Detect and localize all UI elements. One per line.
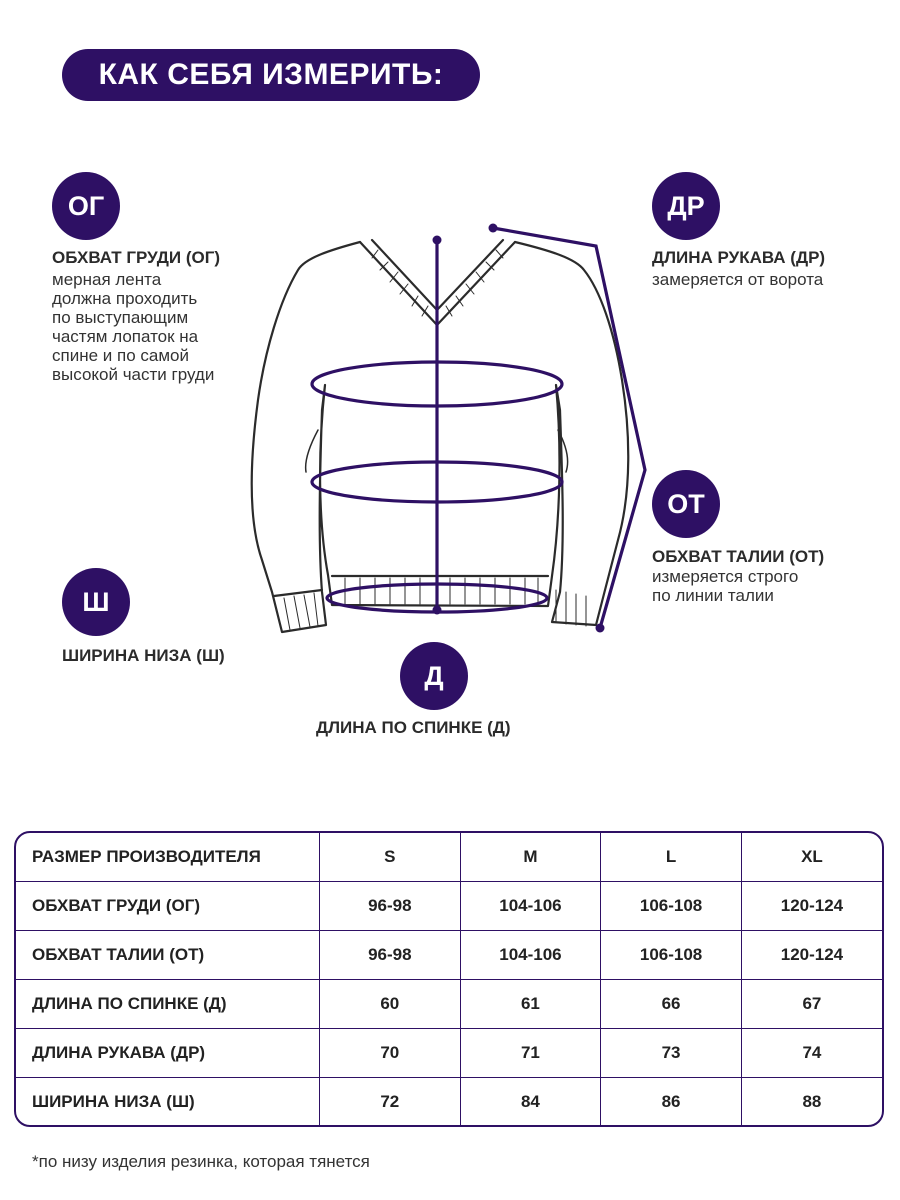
table-row xyxy=(16,931,882,980)
table-cell: 106-108 xyxy=(601,882,742,931)
table-header-row xyxy=(16,833,882,882)
table-header-cell: S xyxy=(320,833,461,882)
table-cell: 120-124 xyxy=(741,931,882,980)
og-desc-line: мерная лента xyxy=(52,270,162,289)
table-cell: 104-106 xyxy=(460,931,601,980)
table-cell: 71 xyxy=(460,1029,601,1078)
ot-badge: ОТ xyxy=(652,470,720,538)
og-description xyxy=(52,270,214,384)
og-desc-line: высокой части груди xyxy=(52,365,215,384)
og-desc-line: по выступающим xyxy=(52,308,189,327)
table-cell: 84 xyxy=(460,1078,601,1127)
d-label: ДЛИНА ПО СПИНКЕ (Д) xyxy=(316,718,511,737)
table-cell: 61 xyxy=(460,980,601,1029)
ot-desc-line: измеряется строго xyxy=(652,567,799,586)
table-cell: 60 xyxy=(320,980,461,1029)
page-title: КАК СЕБЯ ИЗМЕРИТЬ: xyxy=(62,49,480,101)
table-header-cell: L xyxy=(601,833,742,882)
table-cell: 70 xyxy=(320,1029,461,1078)
table-cell: 106-108 xyxy=(601,931,742,980)
og-label: ОБХВАТ ГРУДИ (ОГ) xyxy=(52,248,221,267)
og-badge: ОГ xyxy=(52,172,120,240)
footnote: *по низу изделия резинка, которая тянется xyxy=(32,1152,370,1171)
ot-label: ОБХВАТ ТАЛИИ (ОТ) xyxy=(652,547,825,566)
sleeve-length-line xyxy=(493,228,645,628)
table-header-cell: M xyxy=(460,833,601,882)
sh-label: ШИРИНА НИЗА (Ш) xyxy=(62,646,225,665)
table-cell: 96-98 xyxy=(320,882,461,931)
table-cell: 96-98 xyxy=(320,931,461,980)
table-cell: 120-124 xyxy=(741,882,882,931)
dr-description xyxy=(652,270,823,289)
table-row xyxy=(16,1029,882,1078)
table-cell: 73 xyxy=(601,1029,742,1078)
table-row xyxy=(16,1078,882,1127)
table-cell: 104-106 xyxy=(460,882,601,931)
table-cell: ОБХВАТ ГРУДИ (ОГ) xyxy=(16,882,320,931)
ot-desc-line: по линии талии xyxy=(652,586,774,605)
dr-badge: ДР xyxy=(652,172,720,240)
ot-description xyxy=(652,567,798,605)
table-header-cell: РАЗМЕР ПРОИЗВОДИТЕЛЯ xyxy=(16,833,320,882)
table-row xyxy=(16,980,882,1029)
og-desc-line: частям лопаток на xyxy=(52,327,199,346)
og-desc-line: спине и по самой xyxy=(52,346,189,365)
sh-badge: Ш xyxy=(62,568,130,636)
table-cell: 74 xyxy=(741,1029,882,1078)
table-cell: 86 xyxy=(601,1078,742,1127)
table-cell: ШИРИНА НИЗА (Ш) xyxy=(16,1078,320,1127)
table-header-cell: XL xyxy=(741,833,882,882)
size-table xyxy=(14,831,884,1127)
table-cell: 88 xyxy=(802,1092,822,1111)
table-cell: 72 xyxy=(320,1078,461,1127)
table-cell: 67 xyxy=(741,980,882,1029)
table-cell: ДЛИНА РУКАВА (ДР) xyxy=(16,1029,320,1078)
dr-desc-line: замеряется от ворота xyxy=(652,270,824,289)
d-badge: Д xyxy=(400,642,468,710)
table-cell: ОБХВАТ ТАЛИИ (ОТ) xyxy=(16,931,320,980)
og-desc-line: должна проходить xyxy=(52,289,198,308)
table-row xyxy=(16,882,882,931)
sweater-outline xyxy=(252,242,629,632)
table-cell: 66 xyxy=(601,980,742,1029)
table-cell: ДЛИНА ПО СПИНКЕ (Д) xyxy=(16,980,320,1029)
dr-label: ДЛИНА РУКАВА (ДР) xyxy=(652,248,826,267)
